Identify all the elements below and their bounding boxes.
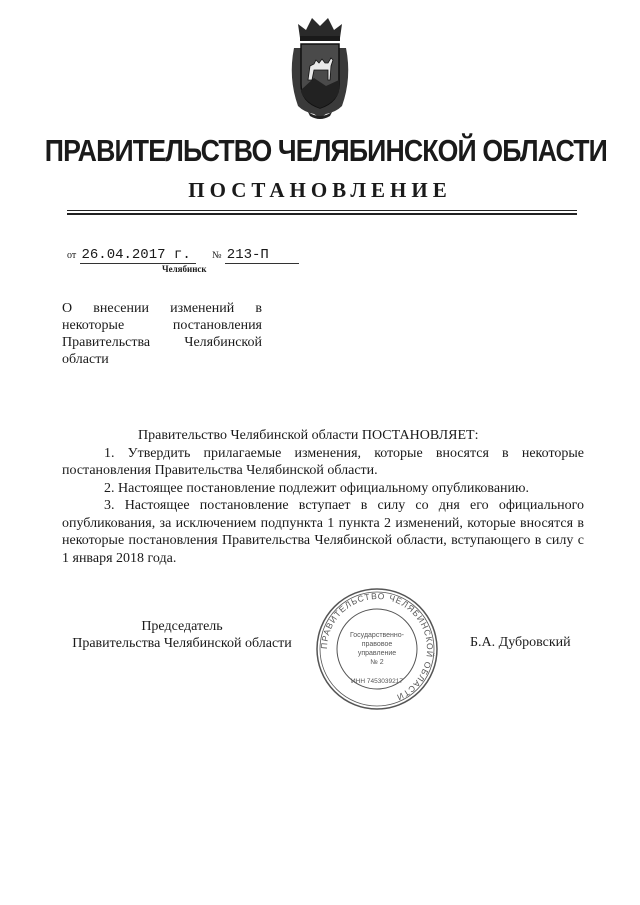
coat-of-arms-icon	[284, 8, 356, 120]
signatory-title	[62, 618, 302, 652]
signatory-title-line-2: Правительства Челябинской области	[72, 636, 292, 651]
stamp-inn: ИНН 7453039217	[350, 678, 404, 685]
stamp-center-line-2: правовое	[361, 641, 393, 648]
stamp-center-line-1: Государственно-	[349, 632, 405, 639]
official-stamp	[313, 585, 441, 713]
body-item-2: 2. Настоящее постановление подлежит официальному опубликованию.	[104, 480, 529, 496]
document-date: 26.04.2017 г.	[80, 247, 196, 264]
date-number-row	[67, 246, 299, 264]
body-item-3: 3. Настоящее постановление вступает в силу со дня его официального опубликования, за исключением подпункта 1 пункта 2 изменений, которые вносятся в некоторые постановления Правительства Челябинской области, вступающего в силу с 1 января 2018 года.	[62, 498, 584, 566]
preamble: Правительство Челябинской области ПОСТАНОВЛЯЕТ:	[138, 428, 479, 443]
document-type: ПОСТАНОВЛЕНИЕ	[188, 178, 452, 202]
document-body	[62, 427, 584, 567]
body-item-1: 1. Утвердить прилагаемые изменения, которые вносятся в некоторые постановления Правительства Челябинской области.	[62, 445, 584, 478]
header-divider-thick	[67, 213, 577, 215]
document-number: 213-П	[225, 247, 299, 264]
date-prefix: от	[67, 250, 77, 261]
government-title: ПРАВИТЕЛЬСТВО ЧЕЛЯБИНСКОЙ ОБЛАСТИ	[44, 133, 607, 168]
city-label: Челябинск	[162, 264, 207, 274]
stamp-ring-text: ПРАВИТЕЛЬСТВО ЧЕЛЯБИНСКОЙ ОБЛАСТИ	[318, 590, 436, 703]
header-divider-thin	[67, 210, 577, 211]
signatory-title-line-1: Председатель	[141, 619, 223, 634]
document-subject: О внесении изменений в некоторые постановления Правительства Челябинской области	[62, 301, 262, 367]
number-prefix: №	[212, 250, 222, 261]
stamp-center-line-4: № 2	[370, 659, 384, 666]
stamp-center-line-3: управление	[357, 650, 397, 657]
signatory-name: Б.А. Дубровский	[470, 635, 571, 650]
